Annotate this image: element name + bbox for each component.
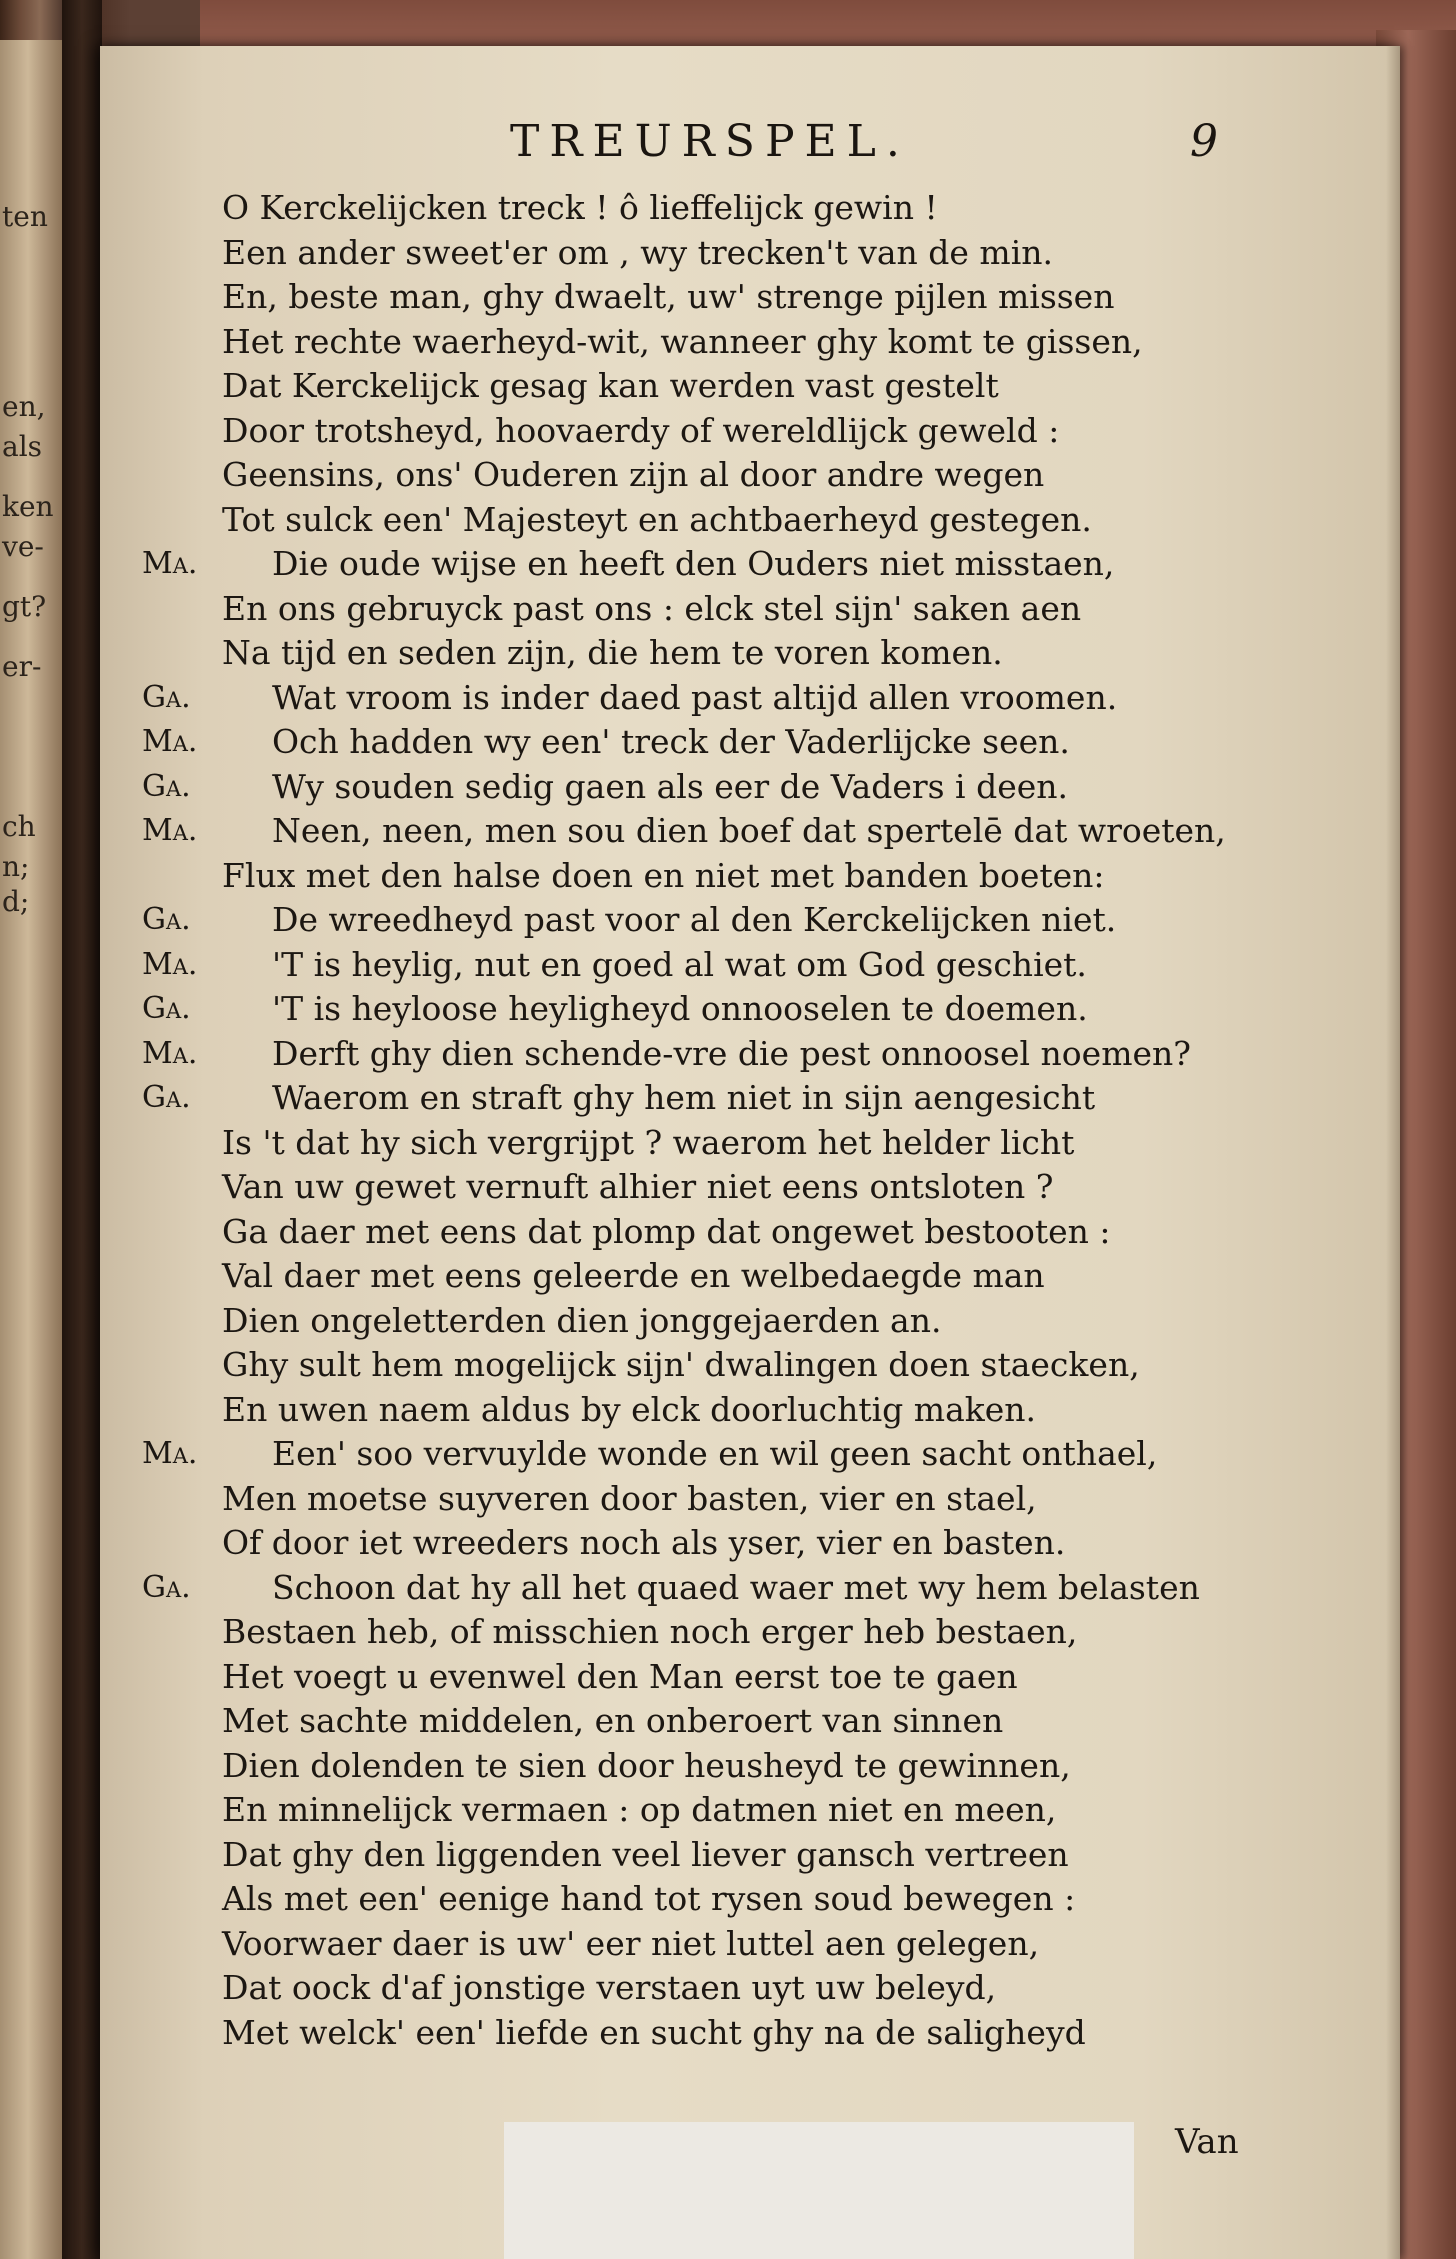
left-page-fragment: als [2, 430, 43, 463]
verse-text: O Kerckelijcken treck ! ô lieffelijck gewin ! [222, 188, 938, 227]
verse-text: 'T is heylig, nut en goed al wat om God geschiet. [272, 944, 1087, 984]
verse-text: En uwen naem aldus by elck doorluchtig maken. [222, 1389, 1037, 1429]
verse-line [100, 275, 1400, 320]
speaker-label: Ga. [142, 1569, 191, 1605]
verse-line [100, 1521, 1400, 1566]
verse-text: Men moetse suyveren door basten, vier en stael, [222, 1478, 1037, 1518]
verse-line [100, 898, 1400, 943]
verse-text: Met welck' een' liefde en sucht ghy na de saligheyd [222, 2012, 1086, 2052]
verse-line [100, 1610, 1400, 1655]
verse-line [100, 1477, 1400, 1522]
verse-line [100, 1833, 1400, 1878]
verse-text: Dat ghy den liggenden veel liever gansch vertreen [222, 1834, 1069, 1874]
verse-text: Dat oock d'af jonstige verstaen uyt uw beleyd, [222, 1968, 997, 2007]
verse-line [100, 1165, 1400, 1210]
verse-text: Het rechte waerheyd-wit, wanneer ghy komt te gissen, [222, 321, 1143, 361]
verse-text: Van uw gewet vernuft alhier niet eens ontsloten ? [222, 1167, 1054, 1206]
verse-text: Geensins, ons' Ouderen zijn al door andre wegen [222, 455, 1045, 494]
verse-line [100, 854, 1400, 899]
verse-text: Neen, neen, men sou dien boef dat spertelē dat wroeten, [272, 811, 1226, 850]
verse-line [100, 987, 1400, 1032]
verse-text: Is 't dat hy sich vergrijpt ? waerom het helder licht [222, 1122, 1075, 1162]
speaker-label: Ga. [142, 902, 191, 937]
verse-line [100, 587, 1400, 632]
verse-line [100, 720, 1400, 765]
speaker-label: Ma. [142, 1035, 198, 1071]
verse-line [100, 186, 1400, 231]
verse-text: Ga daer met eens dat plomp dat ongewet bestooten : [222, 1211, 1111, 1251]
verse-text: 'T is heyloose heyligheyd onnooselen te doemen. [272, 989, 1088, 1028]
verse-line [100, 2011, 1400, 2056]
speaker-label: Ga. [142, 1080, 191, 1115]
verse-text: Voorwaer daer is uw' eer niet luttel aen gelegen, [222, 1923, 1040, 1963]
verse-line [100, 320, 1400, 365]
verse-text: En, beste man, ghy dwaelt, uw' strenge pijlen missen [222, 277, 1115, 316]
verse-line [100, 1210, 1400, 1255]
catchword: Van [1175, 2122, 1239, 2162]
verse-text: De wreedheyd past voor al den Kerckelijcken niet. [272, 900, 1117, 939]
verse-line [100, 1076, 1400, 1121]
left-page-fragment: en, [2, 390, 46, 423]
verse-text: Het voegt u evenwel den Man eerst toe te gaen [222, 1656, 1018, 1696]
running-head [100, 116, 1400, 176]
verse-text: Een' soo vervuylde wonde en wil geen sacht onthael, [272, 1434, 1158, 1473]
verse-line [100, 1655, 1400, 1700]
verse-line [100, 231, 1400, 276]
left-page-fragment: n; [2, 850, 30, 883]
verse-line [100, 631, 1400, 676]
verse-line [100, 498, 1400, 543]
verse-text: Een ander sweet'er om , wy trecken't van de min. [222, 232, 1054, 272]
left-page-edge [0, 40, 62, 2259]
verse-text: Wy souden sedig gaen als eer de Vaders i deen. [272, 766, 1069, 806]
verse-text: Als met een' eenige hand tot rysen soud bewegen : [222, 1879, 1076, 1918]
verse-line [100, 409, 1400, 454]
verse-line [100, 676, 1400, 721]
running-title: TREURSPEL. [510, 116, 910, 167]
left-page-fragment: er- [2, 650, 42, 683]
left-page-fragment: d; [2, 885, 30, 918]
verse-line [100, 1744, 1400, 1789]
verse-line [100, 542, 1400, 587]
left-page-fragment: ten [2, 200, 48, 233]
verse-text: Wat vroom is inder daed past altijd allen vroomen. [272, 677, 1118, 717]
verse-line [100, 1299, 1400, 1344]
verse-line [100, 1699, 1400, 1744]
verse-line [100, 765, 1400, 810]
verse-line [100, 1922, 1400, 1967]
left-page-fragment: ve- [2, 530, 44, 563]
speaker-label: Ma. [142, 724, 198, 759]
page-number: 9 [1190, 116, 1218, 167]
verse-text: En minnelijck vermaen : op datmen niet en meen, [222, 1790, 1057, 1829]
verse-text: Derft ghy dien schende-vre die pest onnoosel noemen? [272, 1033, 1191, 1073]
verse-line [100, 1032, 1400, 1077]
verse-text-block [100, 186, 1400, 2055]
speaker-label: Ga. [142, 768, 191, 804]
verse-text: Val daer met eens geleerde en welbedaegde man [222, 1256, 1045, 1295]
verse-text: Bestaen heb, of misschien noch erger heb bestaen, [222, 1612, 1078, 1651]
speaker-label: Ma. [142, 546, 198, 581]
left-page-fragment: gt? [2, 590, 47, 623]
verse-line [100, 1566, 1400, 1611]
speaker-label: Ga. [142, 991, 191, 1026]
verse-text: Flux met den halse doen en niet met banden boeten: [222, 855, 1105, 895]
verse-text: Die oude wijse en heeft den Ouders niet misstaen, [272, 544, 1115, 583]
speaker-label: Ma. [142, 813, 198, 848]
verse-line [100, 1254, 1400, 1299]
verse-text: En ons gebruyck past ons : elck stel sijn' saken aen [222, 588, 1082, 628]
speaker-label: Ga. [142, 679, 191, 715]
verse-text: Dien dolenden te sien door heusheyd te gewinnen, [222, 1745, 1071, 1785]
verse-text: Schoon dat hy all het quaed waer met wy hem belasten [272, 1567, 1200, 1607]
speaker-label: Ma. [142, 946, 198, 982]
overlay-mask [504, 2122, 1134, 2259]
verse-line [100, 1343, 1400, 1388]
verse-text: Tot sulck een' Majesteyt en achtbaerheyd gestegen. [222, 499, 1092, 539]
verse-text: Door trotsheyd, hoovaerdy of wereldlijck geweld : [222, 410, 1060, 450]
left-page-fragment: ch [2, 810, 36, 843]
verse-text: Met sachte middelen, en onberoert van sinnen [222, 1701, 1004, 1740]
verse-text: Ghy sult hem mogelijck sijn' dwalingen doen staecken, [222, 1345, 1140, 1384]
verse-text: Och hadden wy een' treck der Vaderlijcke seen. [272, 722, 1070, 761]
book-gutter [62, 0, 102, 2259]
verse-line [100, 1966, 1400, 2011]
speaker-label: Ma. [142, 1436, 198, 1471]
verse-line [100, 1877, 1400, 1922]
verse-line [100, 1121, 1400, 1166]
verse-line [100, 1432, 1400, 1477]
verse-text: Of door iet wreeders noch als yser, vier en basten. [222, 1523, 1066, 1562]
verse-text: Dien ongeletterden dien jonggejaerden an. [222, 1300, 942, 1340]
verse-text: Na tijd en seden zijn, die hem te voren komen. [222, 633, 1003, 672]
book-page [100, 46, 1400, 2259]
verse-line [100, 1788, 1400, 1833]
verse-text: Waerom en straft ghy hem niet in sijn aengesicht [272, 1078, 1096, 1117]
verse-line [100, 1388, 1400, 1433]
left-page-fragment: ken [2, 490, 54, 523]
verse-line [100, 809, 1400, 854]
verse-line [100, 364, 1400, 409]
verse-line [100, 943, 1400, 988]
verse-line [100, 453, 1400, 498]
verse-text: Dat Kerckelijck gesag kan werden vast gestelt [222, 366, 999, 405]
